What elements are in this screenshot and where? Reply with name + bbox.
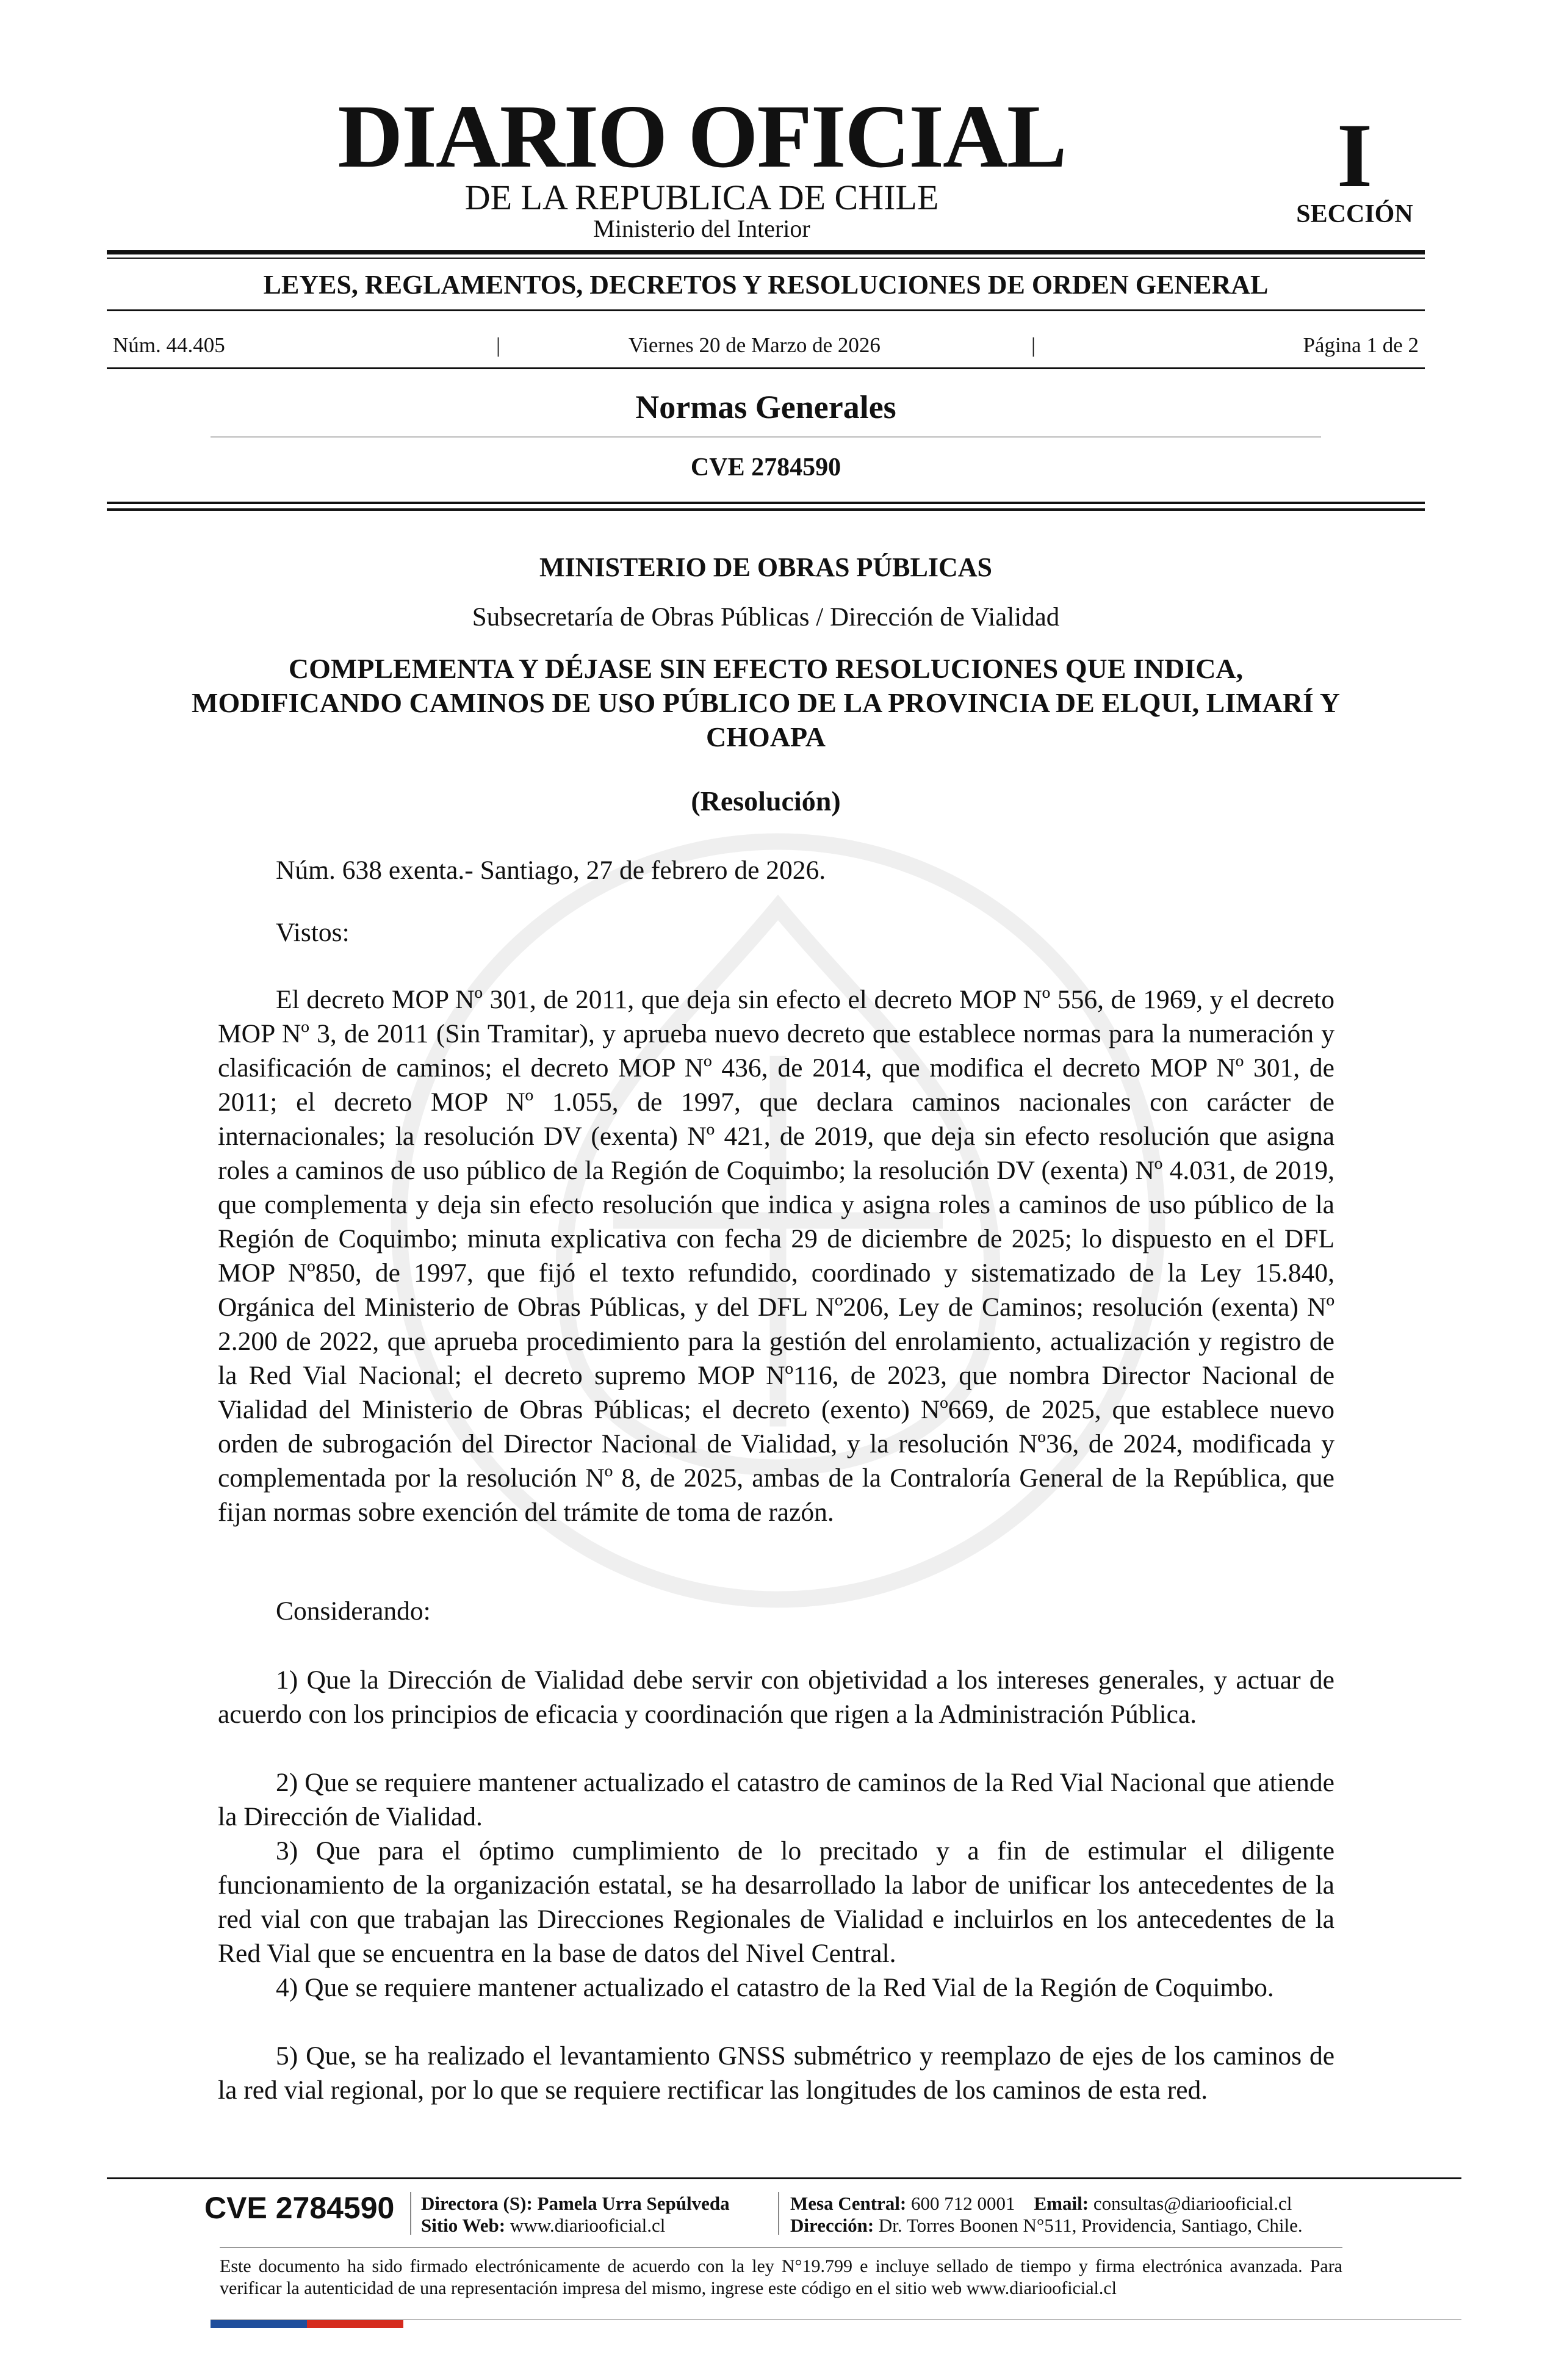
resolution-number-line: Núm. 638 exenta.- Santiago, 27 de febrero de 2026. <box>276 856 826 885</box>
considerando-item: 3) Que para el óptimo cumplimiento de lo precitado y a fin de estimular el diligente funcionamiento de la organización estatal, se ha desarrollado la labor de unificar los antecedentes de la red vial con que trabajan las Direcciones Regionales de Vialidad e incluirlos en los antecedentes de la Red Vial que se encuentra en la base de datos del Nivel Central. <box>218 1836 1334 1968</box>
section-title: Normas Generales <box>635 389 896 425</box>
masthead-subtitle: DE LA REPUBLICA DE CHILE <box>464 178 939 217</box>
document-subsecretaria: Subsecretaría de Obras Públicas / Dirección de Vialidad <box>472 603 1060 632</box>
considerando-item: 5) Que, se ha realizado el levantamiento GNSS submétrico y reemplazo de ejes de los caminos de la red vial regional, por lo que se requiere rectificar las longitudes de los caminos de esta red. <box>218 2041 1334 2105</box>
considerando-item: 1) Que la Dirección de Vialidad debe servir con objetividad a los intereses generales, y actuar de acuerdo con los principios de eficacia y coordinación que rigen a la Administración Pública. <box>218 1665 1334 1729</box>
meta-separator: | <box>496 333 501 357</box>
document-type: (Resolución) <box>691 785 841 817</box>
document-title: COMPLEMENTA Y DÉJASE SIN EFECTO RESOLUCIONES QUE INDICA, MODIFICANDO CAMINOS DE USO PÚBLICO DE LA PROVINCIA DE ELQUI, LIMARÍ Y CHOAPA <box>192 653 1340 752</box>
email-label: Email: <box>1034 2193 1089 2214</box>
masthead-rule-thin <box>107 258 1425 259</box>
meta-separator: | <box>1031 333 1036 357</box>
footer-rule <box>107 2177 1461 2179</box>
category-heading: LEYES, REGLAMENTOS, DECRETOS Y RESOLUCIONES DE ORDEN GENERAL <box>263 270 1269 300</box>
masthead-ministry: Ministerio del Interior <box>593 215 810 242</box>
address-value: Dr. Torres Boonen N°511, Providencia, Santiago, Chile. <box>878 2215 1303 2236</box>
issue-number: Núm. 44.405 <box>113 333 225 357</box>
vistos-heading: Vistos: <box>276 918 350 947</box>
cve-rule-2 <box>107 508 1425 511</box>
phone-label: Mesa Central: <box>790 2193 907 2214</box>
website-label: Sitio Web: <box>421 2215 506 2236</box>
email-link[interactable]: consultas@diariooficial.cl <box>1093 2193 1292 2214</box>
footer-divider <box>410 2192 411 2235</box>
footer-cve-code: CVE 2784590 <box>204 2191 395 2225</box>
meta-rule <box>107 367 1425 369</box>
website-link[interactable]: www.diariooficial.cl <box>510 2215 666 2236</box>
considerando-heading: Considerando: <box>276 1596 431 1626</box>
flag-stripe-blue <box>211 2320 307 2328</box>
cve-rule-1 <box>107 502 1425 504</box>
considerando-item: 4) Que se requiere mantener actualizado el catastro de la Red Vial de la Región de Coquimbo. <box>276 1973 1274 2002</box>
section-number: I <box>1336 105 1373 206</box>
footer-legal-rule <box>220 2247 1342 2248</box>
considerando-item: 2) Que se requiere mantener actualizado el catastro de caminos de la Red Vial Nacional que atiende la Dirección de Vialidad. <box>218 1768 1334 1831</box>
issue-date: Viernes 20 de Marzo de 2026 <box>629 333 881 357</box>
director-label: Directora (S): <box>421 2193 533 2214</box>
page-indicator: Página 1 de 2 <box>1303 333 1419 357</box>
masthead-title: DIARIO OFICIAL <box>337 87 1066 187</box>
footer-legal-notice: Este documento ha sido firmado electrónicamente de acuerdo con la ley N°19.799 e incluye sellado de tiempo y firma electrónica avanzada. Para verificar la autenticidad de una representación impresa del mismo, ingrese este código en el sitio web www.diariooficial.cl <box>220 2256 1342 2298</box>
phone-value: 600 712 0001 <box>911 2193 1015 2214</box>
cve-code: CVE 2784590 <box>690 453 841 481</box>
vistos-paragraph: El decreto MOP Nº 301, de 2011, que deja sin efecto el decreto MOP Nº 556, de 1969, y el decreto MOP Nº 3, de 2011 (Sin Tramitar), y aprueba nuevo decreto que establece normas para la numeración y clasificación de caminos; el decreto MOP Nº 436, de 2014, que modifica el decreto MOP Nº 301, de 2011; el decreto MOP Nº 1.055, de 1997, que declara caminos nacionales con carácter de internacionales; la resolución DV (exenta) Nº 421, de 2019, que deja sin efecto resolución que asigna roles a caminos de uso público de la Región de Coquimbo; la resolución DV (exenta) Nº 4.031, de 2019, que complementa y deja sin efecto resolución que indica y asigna roles a caminos de uso público de la Región de Coquimbo; minuta explicativa con fecha 29 de diciembre de 2025; lo dispuesto en el DFL MOP Nº850, de 1997, que fijó el texto refundido, coordinado y sistematizado de la Ley 15.840, Orgánica del Ministerio de Obras Públicas, y del DFL Nº206, Ley de Caminos; resolución (exenta) Nº 2.200 de 2022, que aprueba procedimiento para la gestión del enrolamiento, actualización y registro de la Red Vial Nacional; el decreto supremo MOP Nº116, de 2023, que nombra Director Nacional de Vialidad del Ministerio de Obras Públicas; el decreto (exento) Nº669, de 2025, que establece nuevo orden de subrogación del Director Nacional de Vialidad, y la resolución Nº36, de 2024, modificada y complementada por la resolución Nº 8, de 2025, ambas de la Contraloría General de la República, que fijan normas sobre exención del trámite de toma de razón. <box>218 985 1334 1527</box>
flag-stripe-red <box>307 2320 403 2328</box>
footer-contact-block <box>790 2193 1400 2237</box>
section-label: SECCIÓN <box>1296 200 1413 228</box>
document-ministry: MINISTERIO DE OBRAS PÚBLICAS <box>539 552 993 582</box>
category-rule <box>107 309 1425 311</box>
section-title-rule <box>211 436 1321 438</box>
director-name: Pamela Urra Sepúlveda <box>537 2193 730 2214</box>
footer-director-block <box>421 2193 775 2237</box>
masthead-rule-thick <box>107 250 1425 254</box>
footer-divider <box>778 2192 779 2235</box>
address-label: Dirección: <box>790 2215 874 2236</box>
